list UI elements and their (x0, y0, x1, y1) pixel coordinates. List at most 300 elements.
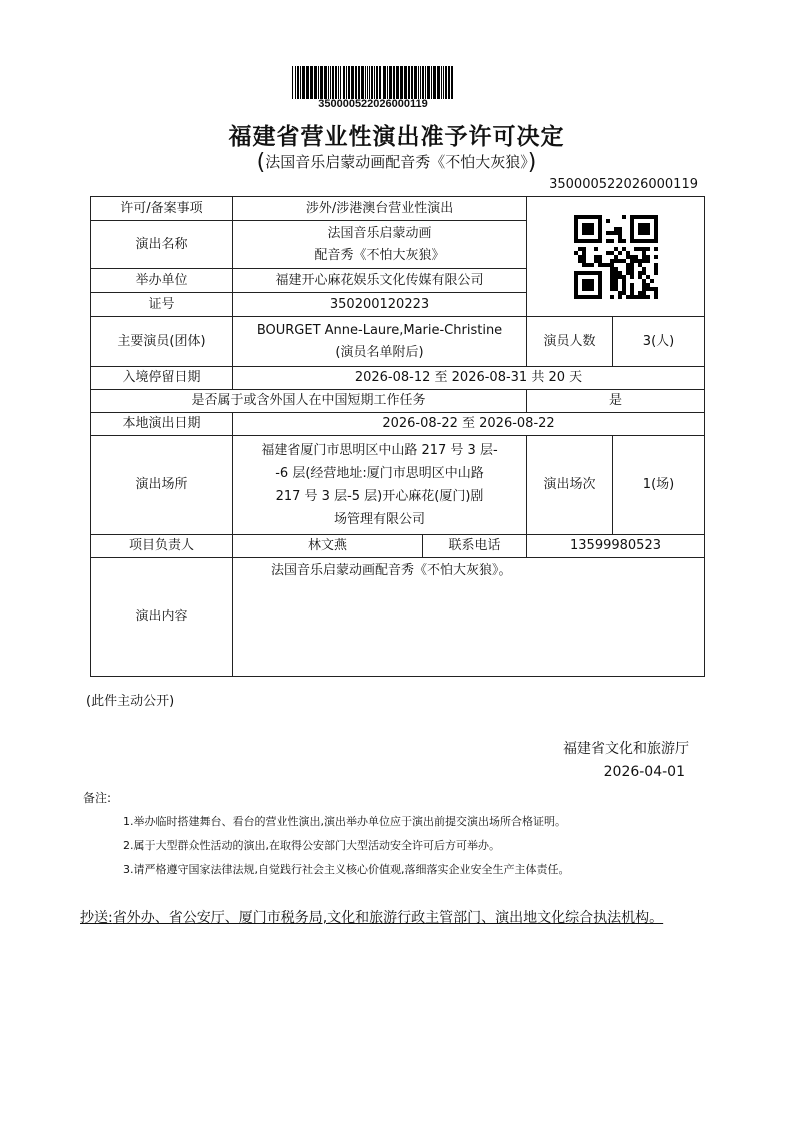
cc-text: 省外办、省公安厅、厦门市税务局,文化和旅游行政主管部门、演出地文化综合执法机构。 (112, 910, 664, 926)
qr-module (614, 283, 618, 287)
qr-module (582, 231, 586, 235)
show-name-line2: 配音秀《不怕大灰狼》 (314, 247, 445, 263)
qr-module (642, 231, 646, 235)
qr-module (594, 255, 598, 259)
barcode-bar (422, 66, 424, 99)
qr-module (574, 219, 578, 223)
barcode-bar (414, 66, 417, 99)
qr-module (654, 287, 658, 291)
venue-value (233, 436, 527, 535)
qr-module (606, 263, 610, 267)
qr-module (638, 247, 642, 251)
qr-module (646, 295, 650, 299)
qr-module (642, 271, 646, 275)
qr-module (622, 275, 626, 279)
qr-module (642, 267, 646, 271)
qr-module (598, 283, 602, 287)
qr-module (654, 263, 658, 267)
qr-module (638, 215, 642, 219)
qr-module (590, 283, 594, 287)
qr-module (630, 231, 634, 235)
qr-module (654, 219, 658, 223)
barcode-bar (387, 66, 388, 99)
qr-module (574, 271, 578, 275)
qr-module (610, 259, 614, 263)
qr-module (634, 259, 638, 263)
qr-module (582, 287, 586, 291)
qr-module (574, 279, 578, 283)
qr-module (578, 255, 582, 259)
content-value: 法国音乐启蒙动画配音秀《不怕大灰狼》。 (233, 558, 705, 677)
qr-module (582, 223, 586, 227)
qr-module (638, 227, 642, 231)
qr-module (582, 251, 586, 255)
qr-module (574, 215, 578, 219)
barcode-bar (332, 66, 334, 99)
show-name-label: 演出名称 (91, 221, 233, 269)
manager-value: 林文燕 (233, 535, 423, 558)
qr-code (574, 215, 658, 299)
qr-module (590, 231, 594, 235)
barcode-bar (306, 66, 309, 99)
qr-module (642, 255, 646, 259)
barcode-bar (320, 66, 323, 99)
qr-module (642, 295, 646, 299)
qr-module (646, 239, 650, 243)
qr-module (630, 227, 634, 231)
qr-module (638, 271, 642, 275)
qr-module (638, 259, 642, 263)
qr-module (626, 251, 630, 255)
qr-module (622, 287, 626, 291)
content-label: 演出内容 (91, 558, 233, 677)
qr-module (642, 287, 646, 291)
barcode-bar (346, 66, 347, 99)
qr-module (638, 295, 642, 299)
qr-module (598, 287, 602, 291)
qr-module (582, 283, 586, 287)
barcode-bar (400, 66, 403, 99)
qr-module (598, 255, 602, 259)
qr-module (586, 271, 590, 275)
qr-module (594, 247, 598, 251)
remark-item: 2.属于大型群众性活动的演出,在取得公安部门大型活动安全许可后方可举办。 (123, 839, 500, 852)
qr-module (654, 291, 658, 295)
qr-module (654, 231, 658, 235)
barcode-bar (433, 66, 436, 99)
qr-module (590, 287, 594, 291)
barcode-bar (383, 66, 386, 99)
qr-module (614, 287, 618, 291)
barcode-bar (292, 66, 293, 99)
qr-module (646, 275, 650, 279)
qr-module (606, 231, 610, 235)
barcode-bar (367, 66, 368, 99)
qr-module (646, 215, 650, 219)
qr-module (586, 223, 590, 227)
qr-module (630, 263, 634, 267)
qr-module (602, 263, 606, 267)
qr-module (578, 259, 582, 263)
qr-module (634, 215, 638, 219)
remarks-label: 备注: (83, 791, 112, 805)
qr-module (586, 215, 590, 219)
qr-module (622, 259, 626, 263)
barcode-bar (441, 66, 442, 99)
qr-module (610, 271, 614, 275)
barcode-bar (389, 66, 392, 99)
barcode-bar (348, 66, 350, 99)
qr-module (650, 279, 654, 283)
subtitle-close-paren: ) (527, 150, 537, 175)
phone-value: 13599980523 (527, 535, 705, 558)
qr-module (574, 227, 578, 231)
barcode-bar (420, 66, 421, 99)
document-subtitle (0, 150, 793, 175)
qr-module (586, 283, 590, 287)
document-number: 350000522026000119 (549, 177, 698, 192)
qr-module (574, 231, 578, 235)
qr-module (642, 223, 646, 227)
qr-module (642, 247, 646, 251)
barcode-bar (310, 66, 313, 99)
qr-module (654, 247, 658, 251)
barcode-bar (445, 66, 447, 99)
barcode-bar (300, 66, 301, 99)
subtitle-open-paren: ( (256, 150, 266, 175)
qr-module (614, 255, 618, 259)
barcode-bar (361, 66, 364, 99)
qr-module (578, 215, 582, 219)
qr-module (582, 259, 586, 263)
qr-module (614, 259, 618, 263)
qr-module (598, 219, 602, 223)
qr-module (622, 283, 626, 287)
qr-module (630, 255, 634, 259)
qr-module (614, 271, 618, 275)
qr-module (610, 231, 614, 235)
qr-module (578, 247, 582, 251)
organizer-value: 福建开心麻花娱乐文化传媒有限公司 (233, 269, 527, 293)
qr-module (630, 215, 634, 219)
qr-module (642, 283, 646, 287)
barcode-bar (295, 66, 296, 99)
show-name-value (233, 221, 527, 269)
qr-module (582, 295, 586, 299)
performers-label: 主要演员(团体) (91, 317, 233, 367)
qr-module (614, 275, 618, 279)
venue-label: 演出场所 (91, 436, 233, 535)
qr-module (610, 267, 614, 271)
qr-module (646, 247, 650, 251)
qr-module (630, 275, 634, 279)
barcode-bar (338, 66, 339, 99)
barcode-bar (437, 66, 440, 99)
qr-module (654, 223, 658, 227)
qr-module (638, 239, 642, 243)
permit-type-value: 涉外/涉港澳台营业性演出 (233, 197, 527, 221)
barcode-bar (343, 66, 345, 99)
qr-module (598, 291, 602, 295)
barcode-bar (448, 66, 450, 99)
document-title: 福建省营业性演出准予许可决定 (228, 124, 565, 150)
qr-module (626, 295, 630, 299)
qr-module (646, 227, 650, 231)
sessions-value: 1(场) (613, 436, 705, 535)
qr-module (654, 215, 658, 219)
qr-module (614, 267, 618, 271)
qr-module (606, 251, 610, 255)
barcode-bar (355, 66, 357, 99)
barcode-bar (408, 66, 410, 99)
barcode-bar (371, 66, 373, 99)
qr-module (598, 295, 602, 299)
qr-module (614, 247, 618, 251)
qr-module (622, 247, 626, 251)
qr-module (590, 271, 594, 275)
qr-module (598, 259, 602, 263)
qr-module (622, 239, 626, 243)
barcode-bar (451, 66, 453, 99)
qr-module (654, 295, 658, 299)
qr-module (594, 295, 598, 299)
qr-module (638, 223, 642, 227)
qr-module (642, 259, 646, 263)
qr-module (582, 271, 586, 275)
qr-module (642, 291, 646, 295)
performers-value (233, 317, 527, 367)
qr-module (638, 231, 642, 235)
qr-module (630, 295, 634, 299)
cc-label: 抄送: (80, 910, 113, 926)
qr-module (654, 267, 658, 271)
qr-module (646, 287, 650, 291)
qr-module (610, 287, 614, 291)
venue-line1: 福建省厦门市思明区中山路 217 号 3 层- (261, 443, 498, 458)
barcode-bar (379, 66, 381, 99)
license-value: 350200120223 (233, 293, 527, 317)
qr-module (574, 291, 578, 295)
barcode-bar (374, 66, 375, 99)
qr-module (646, 223, 650, 227)
issuer: 福建省文化和旅游厅 (563, 741, 689, 757)
qr-module (618, 251, 622, 255)
qr-module (582, 239, 586, 243)
qr-module (582, 227, 586, 231)
barcode-bar (404, 66, 407, 99)
venue-line4: 场管理有限公司 (334, 512, 426, 527)
qr-module (586, 227, 590, 231)
qr-module (630, 259, 634, 263)
barcode-bar (358, 66, 360, 99)
barcode-bar (418, 66, 419, 99)
qr-module (638, 291, 642, 295)
qr-module (582, 263, 586, 267)
qr-module (630, 267, 634, 271)
qr-module (654, 235, 658, 239)
qr-module (594, 271, 598, 275)
license-label: 证号 (91, 293, 233, 317)
barcode-bar (351, 66, 354, 99)
barcode-bar (411, 66, 413, 99)
qr-module (610, 283, 614, 287)
qr-module (642, 215, 646, 219)
qr-module (614, 231, 618, 235)
qr-module (610, 275, 614, 279)
qr-module (618, 235, 622, 239)
qr-module (642, 251, 646, 255)
barcode-bar (427, 66, 430, 99)
qr-module (618, 271, 622, 275)
qr-module (634, 255, 638, 259)
permit-type-label: 许可/备案事项 (91, 197, 233, 221)
qr-module (578, 239, 582, 243)
barcode-bar (314, 66, 317, 99)
qr-module (618, 231, 622, 235)
qr-module (654, 271, 658, 275)
cc-list (80, 906, 720, 930)
qr-module (642, 239, 646, 243)
barcode-bar (297, 66, 299, 99)
qr-module (594, 259, 598, 263)
qr-module (574, 287, 578, 291)
qr-module (618, 295, 622, 299)
qr-module (650, 239, 654, 243)
barcode-bar (328, 66, 329, 99)
qr-module (646, 231, 650, 235)
stay-dates-label: 入境停留日期 (91, 367, 233, 390)
venue-line2: -6 层(经营地址:厦门市思明区中山路 (275, 466, 484, 481)
qr-module (626, 263, 630, 267)
qr-module (582, 247, 586, 251)
barcode-bar (340, 66, 341, 99)
qr-module (634, 295, 638, 299)
qr-module (598, 239, 602, 243)
qr-module (590, 223, 594, 227)
remark-item: 3.请严格遵守国家法律法规,自觉践行社会主义核心价值观,落细落实企业安全生产主体责任。 (123, 863, 570, 876)
barcode-bar (396, 66, 399, 99)
qr-module (590, 295, 594, 299)
qr-module (578, 271, 582, 275)
qr-module (650, 215, 654, 219)
qr-module (646, 283, 650, 287)
permit-table (90, 196, 705, 677)
qr-module (630, 219, 634, 223)
qr-module (610, 251, 614, 255)
qr-module (574, 295, 578, 299)
qr-module (574, 275, 578, 279)
qr-module (654, 255, 658, 259)
qr-module (614, 279, 618, 283)
barcode-bar (324, 66, 327, 99)
qr-module (634, 247, 638, 251)
short-term-answer: 是 (527, 390, 705, 413)
qr-module (586, 263, 590, 267)
organizer-label: 举办单位 (91, 269, 233, 293)
barcode-bar (318, 66, 319, 99)
qr-module (598, 215, 602, 219)
qr-module (574, 223, 578, 227)
qr-module (598, 275, 602, 279)
qr-module (590, 263, 594, 267)
qr-module (618, 259, 622, 263)
qr-module (634, 239, 638, 243)
qr-module (622, 291, 626, 295)
qr-module (598, 223, 602, 227)
qr-module (610, 239, 614, 243)
qr-module (586, 231, 590, 235)
sessions-label: 演出场次 (527, 436, 613, 535)
qr-module (610, 263, 614, 267)
qr-module (626, 267, 630, 271)
qr-module (626, 255, 630, 259)
qr-module (590, 279, 594, 283)
qr-module (598, 271, 602, 275)
qr-module (582, 255, 586, 259)
qr-module (574, 251, 578, 255)
qr-module (654, 227, 658, 231)
qr-module (618, 291, 622, 295)
performer-count-label: 演员人数 (527, 317, 613, 367)
qr-code-cell (527, 197, 705, 317)
qr-module (618, 227, 622, 231)
barcode (292, 66, 454, 99)
qr-module (642, 279, 646, 283)
barcode-bar (443, 66, 444, 99)
qr-module (586, 287, 590, 291)
subtitle-text: 法国音乐启蒙动画配音秀《不怕大灰狼》 (265, 153, 528, 171)
qr-module (598, 235, 602, 239)
qr-module (582, 279, 586, 283)
stay-dates-value: 2026-08-12 至 2026-08-31 共 20 天 (233, 367, 705, 390)
qr-module (642, 227, 646, 231)
barcode-bar (376, 66, 378, 99)
qr-module (622, 215, 626, 219)
qr-module (586, 239, 590, 243)
qr-module (622, 279, 626, 283)
show-name-line1: 法国音乐启蒙动画 (327, 225, 432, 241)
issue-date: 2026-04-01 (603, 764, 685, 780)
qr-module (630, 271, 634, 275)
performers-line2: (演员名单附后) (335, 344, 424, 360)
qr-module (646, 259, 650, 263)
qr-module (646, 255, 650, 259)
qr-module (630, 291, 634, 295)
manager-label: 项目负责人 (91, 535, 233, 558)
barcode-bar (365, 66, 366, 99)
qr-module (590, 239, 594, 243)
qr-module (638, 275, 642, 279)
qr-module (574, 235, 578, 239)
venue-line3: 217 号 3 层-5 层)开心麻花(厦门)剧 (275, 489, 484, 504)
barcode-bar (302, 66, 305, 99)
local-dates-value: 2026-08-22 至 2026-08-22 (233, 413, 705, 436)
qr-module (606, 219, 610, 223)
barcode-number: 350000522026000119 (318, 98, 428, 110)
qr-module (590, 215, 594, 219)
qr-module (606, 239, 610, 243)
qr-module (598, 263, 602, 267)
qr-module (594, 215, 598, 219)
qr-module (594, 239, 598, 243)
qr-module (586, 279, 590, 283)
qr-module (630, 235, 634, 239)
qr-module (626, 271, 630, 275)
qr-module (574, 239, 578, 243)
barcode-bar (431, 66, 432, 99)
qr-module (610, 279, 614, 283)
qr-module (630, 223, 634, 227)
